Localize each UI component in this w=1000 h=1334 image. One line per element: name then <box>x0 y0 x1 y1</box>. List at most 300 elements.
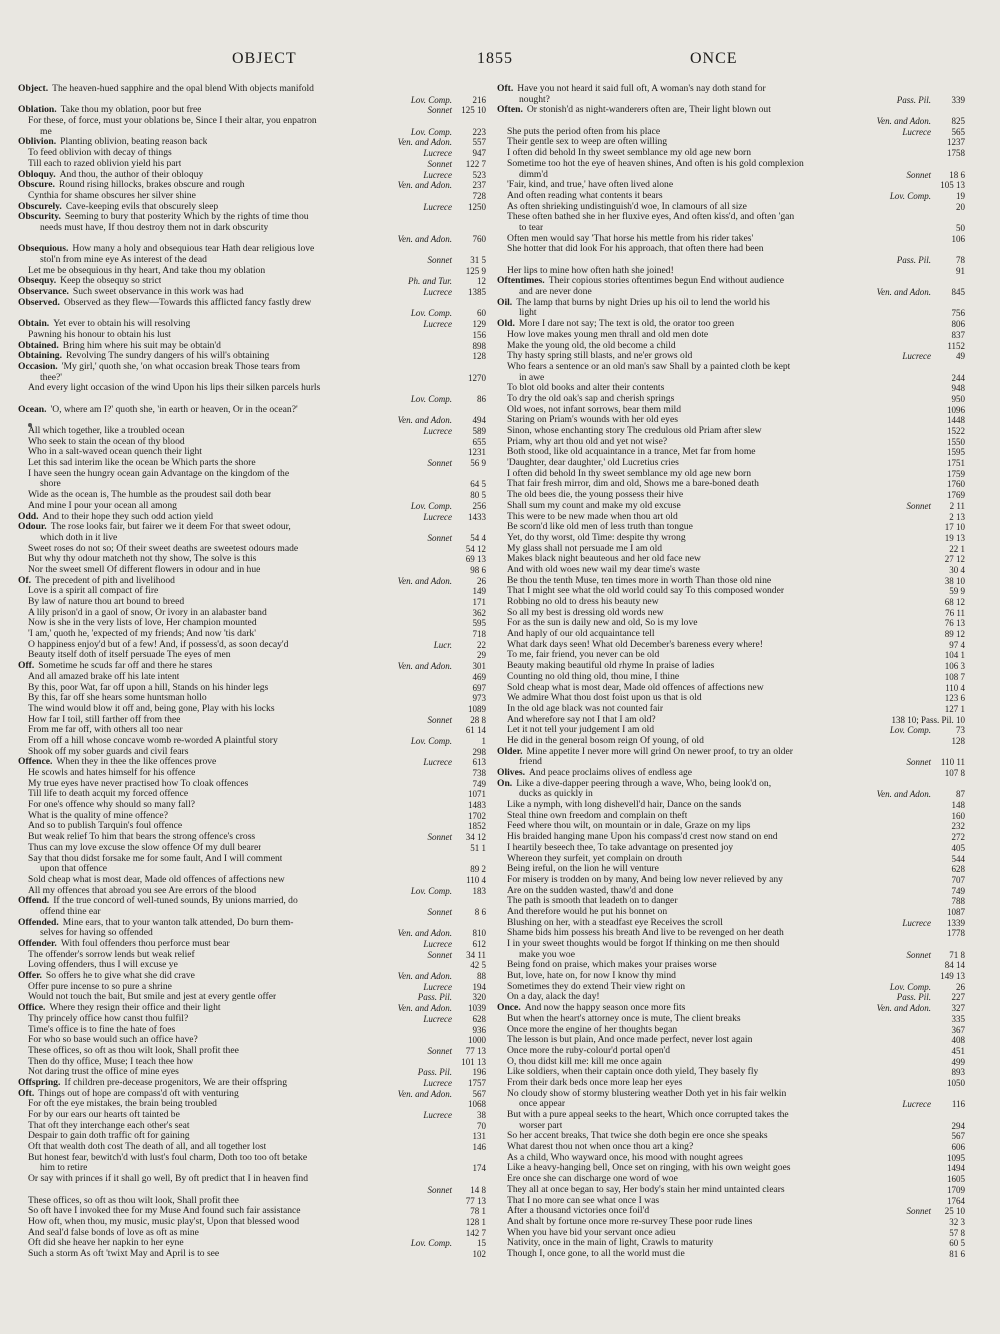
headword: Odd. <box>18 511 39 522</box>
line-number: 77 13 <box>465 1195 486 1206</box>
quotation: friend <box>519 757 542 768</box>
quotation: Are on the sudden wasted, thaw'd and done <box>507 885 674 896</box>
citation-line <box>497 586 965 597</box>
source-work: Sonnet <box>427 906 452 917</box>
line-number: 837 <box>951 329 965 340</box>
quotation: selves for having so offended <box>40 928 153 939</box>
quotation: to tear <box>519 222 544 233</box>
line-number: 320 <box>472 992 486 1003</box>
line-number: 156 <box>472 329 486 340</box>
quotation: To blot old books and alter their contents <box>507 383 665 394</box>
citation-text <box>507 704 663 715</box>
headword-entry <box>18 971 486 982</box>
citation-text <box>519 287 592 298</box>
quotation: That oft they interchange each other's seat <box>28 1120 190 1131</box>
quotation: Oft that wealth doth cost The death of all, and all together lost <box>28 1142 267 1153</box>
quotation: So oft have I invoked thee for my Muse And found such fair assistance <box>28 1206 301 1217</box>
reference <box>934 1174 965 1185</box>
source-work: Lucrece <box>423 426 452 436</box>
citation-text <box>28 383 320 394</box>
quotation: The heaven-hued sapphire and the opal blend With objects manifold <box>52 84 314 94</box>
citation-text <box>40 533 117 544</box>
citation-text <box>18 522 291 533</box>
line-number: 244 <box>951 372 965 383</box>
headword: Once. <box>497 1003 521 1014</box>
quotation: And now the happy season once more fits <box>524 1003 686 1014</box>
citation-line <box>497 426 965 437</box>
citation-text <box>18 319 190 330</box>
quotation: Sometime he scuds far off and there he stares <box>38 661 213 672</box>
source-work: Sonnet <box>427 832 452 843</box>
quotation: For oft the eye mistakes, the brain being troubled <box>28 1099 217 1110</box>
citation-line <box>497 458 965 469</box>
source-work: Lucrece <box>423 981 452 992</box>
reference <box>874 789 965 800</box>
source-work: Ven. and Adon. <box>397 137 452 148</box>
citation-text <box>28 554 256 565</box>
line-number: 31 5 <box>470 255 486 265</box>
citation-line <box>18 490 486 501</box>
citation-text <box>18 341 221 352</box>
quotation: And thou, the author of their obloquy <box>59 169 204 180</box>
line-number: 76 11 <box>945 607 965 618</box>
line-number: 1250 <box>468 201 486 212</box>
reference <box>455 864 486 875</box>
citation-text <box>28 586 158 597</box>
citation-text <box>507 533 686 544</box>
citation-line <box>497 683 965 694</box>
citation-line <box>18 693 486 704</box>
citation-line <box>18 447 486 458</box>
line-number: 106 <box>951 233 965 244</box>
quotation: Cave-keeping evils that obscurely sleep <box>65 201 219 212</box>
line-number: 567 <box>951 1131 965 1142</box>
headword-entry <box>18 105 486 116</box>
reference <box>934 618 965 629</box>
quotation: With foul offenders thou perforce must bear <box>60 939 230 949</box>
citation-line <box>497 544 965 555</box>
line-number: 362 <box>472 607 486 618</box>
reference <box>425 715 487 726</box>
citation-text <box>507 907 667 918</box>
quotation: I often did behold In thy sweet semblance my old age new born <box>507 148 752 159</box>
reference <box>395 137 486 148</box>
quotation: which doth in it live <box>40 532 118 543</box>
citation-text <box>507 928 784 939</box>
line-number: 973 <box>472 693 486 704</box>
line-number: 1087 <box>947 906 965 917</box>
citation-text <box>507 1057 662 1068</box>
reference <box>415 992 486 1003</box>
quotation: I heartily beseech thee, To take advantage on presented joy <box>507 842 734 853</box>
citation-text <box>28 982 172 993</box>
quotation: Be scorn'd like old men of less truth than tongue <box>507 522 693 533</box>
citation-line <box>497 223 965 234</box>
line-number: 59 9 <box>949 586 965 597</box>
headword-entry <box>497 84 965 95</box>
line-number: 707 <box>951 874 965 885</box>
quotation: The path is smooth that leadeth on to danger <box>507 896 678 907</box>
citation-text <box>18 351 269 362</box>
quotation: Or stonish'd as night-wanderers often are, Their light blown out <box>526 105 771 116</box>
citation-text <box>507 939 779 950</box>
citation-text <box>28 747 189 758</box>
citation-line <box>497 533 965 544</box>
right-column <box>497 84 965 1260</box>
line-number: 54 4 <box>470 532 486 543</box>
quotation: Both stood, like old acquaintance in a trance, Met far from home <box>507 447 756 458</box>
quotation: If children pre-decease progenitors, We are their offspring <box>64 1077 288 1088</box>
citation-text <box>28 501 177 512</box>
quotation: How many a holy and obsequious tear Hath dear religious love <box>72 244 315 255</box>
line-number: 128 <box>472 351 486 362</box>
line-number: 898 <box>472 340 486 351</box>
citation-line <box>497 992 965 1003</box>
citation-text <box>40 928 153 939</box>
citation-line <box>18 843 486 854</box>
reference <box>455 1163 486 1174</box>
quotation: My true eyes have never practised how To cloak offences <box>28 778 249 789</box>
headword: Often. <box>497 105 523 116</box>
citation-line <box>18 1099 486 1110</box>
reference <box>894 992 965 1003</box>
quotation: That I no more can see what once I was <box>507 1195 660 1206</box>
citation-line <box>497 854 965 865</box>
citation-line <box>497 1196 965 1207</box>
citation-line <box>18 864 486 875</box>
line-number: 110 11 <box>940 757 965 768</box>
source-work: Lov. Comp. <box>410 393 452 404</box>
line-number: 1778 <box>947 928 965 939</box>
citation-text <box>28 1110 180 1121</box>
citation-line <box>497 757 965 768</box>
citation-text <box>18 918 294 929</box>
citation-text <box>28 469 289 480</box>
reference <box>455 672 486 683</box>
line-number: 1339 <box>947 917 965 928</box>
headword-entry <box>18 576 486 587</box>
reference <box>934 629 965 640</box>
citation-line <box>18 1035 486 1046</box>
citation-line <box>18 928 486 939</box>
reference <box>934 383 965 394</box>
line-number: 80 5 <box>470 490 486 501</box>
citation-text <box>519 223 543 234</box>
quotation: Who in a salt-waved ocean quench their light <box>28 447 202 458</box>
line-number: 101 13 <box>461 1056 486 1067</box>
quotation: Offer pure incense to so pure a shrine <box>28 981 172 992</box>
citation-text <box>507 693 702 704</box>
reference <box>934 1014 965 1025</box>
line-number: 613 <box>472 757 486 768</box>
citation-text <box>507 576 771 587</box>
citation-line <box>497 1035 965 1046</box>
line-number: 89 2 <box>470 864 486 875</box>
line-number: 38 <box>477 1110 486 1120</box>
citation-text <box>519 789 593 800</box>
reference <box>934 565 965 576</box>
citation-text <box>507 1196 659 1207</box>
reference <box>455 437 486 448</box>
citation-text <box>28 854 282 865</box>
line-number: 1709 <box>947 1184 965 1195</box>
reference <box>455 554 486 565</box>
line-number: 102 <box>472 1248 486 1259</box>
reference <box>894 255 965 266</box>
citation-line <box>18 768 486 779</box>
line-number: 171 <box>472 597 486 607</box>
citation-line <box>497 918 965 929</box>
reference <box>934 223 965 234</box>
citation-text <box>507 1014 741 1025</box>
headword: Obscurely. <box>18 201 62 212</box>
citation-line <box>497 341 965 352</box>
citation-text <box>507 458 679 469</box>
reference <box>934 586 965 597</box>
citation-text <box>519 757 542 768</box>
citation-text <box>507 522 693 533</box>
citation-line <box>497 447 965 458</box>
reference <box>887 982 965 993</box>
left-column <box>18 84 486 1260</box>
reference <box>455 373 486 384</box>
quotation: When you have bid your servant once adieu <box>507 1227 676 1238</box>
source-work: Lucr. <box>433 639 452 650</box>
citation-line <box>18 811 486 822</box>
citation-text <box>28 672 179 683</box>
reference <box>934 693 965 704</box>
reference <box>934 960 965 971</box>
citation-line <box>18 1110 486 1121</box>
citation-text <box>507 811 687 822</box>
quotation: He did in the general bosom reign Of young, of old <box>507 735 704 746</box>
quotation: Let this sad interim like the ocean be Which parts the shore <box>28 458 256 469</box>
reference <box>408 886 486 897</box>
citation-text <box>507 608 664 619</box>
source-work: Ven. and Adon. <box>397 575 452 586</box>
citation-text <box>507 1174 678 1185</box>
quotation: For who so base would such an office have? <box>28 1035 198 1046</box>
headword-entry <box>18 918 486 929</box>
reference <box>934 447 965 458</box>
citation-text <box>507 405 681 416</box>
citation-text <box>507 437 667 448</box>
source-work: Lov. Comp. <box>410 1238 452 1249</box>
citation-text <box>40 255 207 266</box>
line-number: 335 <box>951 1013 965 1024</box>
line-number: 42 5 <box>470 960 486 971</box>
citation-text <box>40 864 107 875</box>
citation-text <box>18 1078 287 1089</box>
line-number: 70 <box>477 1120 486 1131</box>
reference <box>934 576 965 587</box>
citation-line <box>497 789 965 800</box>
line-number: 728 <box>472 190 486 201</box>
line-number: 950 <box>951 393 965 404</box>
headword: Olives. <box>497 768 525 778</box>
citation-text <box>28 768 195 779</box>
citation-line <box>497 886 965 897</box>
quotation: From off a hill whose concave womb re-worded A plaintful story <box>28 735 278 746</box>
line-number: 26 <box>956 981 965 992</box>
line-number: 49 <box>956 351 965 362</box>
quotation: Have you not heard it said full oft, A woman's nay doth stand for <box>517 84 766 94</box>
citation-text <box>28 490 271 501</box>
line-number: 523 <box>472 169 486 180</box>
quotation: So her accent breaks, That twice she doth begin ere once she speaks <box>507 1131 768 1142</box>
citation-text <box>507 918 723 929</box>
citation-line <box>497 95 965 106</box>
quotation: Being ireful, on the lion he will venture <box>507 864 659 875</box>
quotation: Where they resign their office and their light <box>49 1003 221 1014</box>
line-number: 367 <box>951 1024 965 1035</box>
line-number: 128 1 <box>465 1216 486 1227</box>
citation-text <box>507 1217 752 1228</box>
line-number: 86 <box>477 393 486 404</box>
citation-line <box>18 415 486 426</box>
quotation: She hotter that did look For his approach, that often there had been <box>507 244 764 255</box>
citation-text <box>28 426 185 437</box>
line-number: 1494 <box>947 1163 965 1174</box>
quotation: And haply of our old acquaintance tell <box>507 629 655 640</box>
line-number: 1 <box>481 735 486 746</box>
citation-text <box>507 597 659 608</box>
citation-text <box>18 244 314 255</box>
citation-line <box>18 394 486 405</box>
reference <box>934 1217 965 1228</box>
headword: Office. <box>18 1003 46 1014</box>
quotation: Like a nymph, with long dishevell'd hair, Dance on the sands <box>507 800 742 811</box>
headword-entry <box>18 170 486 181</box>
reference <box>934 672 965 683</box>
citation-text <box>497 768 692 779</box>
line-number: 73 <box>956 725 965 736</box>
line-number: 756 <box>951 308 965 319</box>
line-number: 499 <box>951 1056 965 1067</box>
headword-entry <box>18 351 486 362</box>
quotation: Old woes, not infant sorrows, bear them mild <box>507 404 681 415</box>
citation-text <box>28 1046 239 1057</box>
line-number: 494 <box>472 415 486 426</box>
quotation: The offender's sorrow lends but weak relief <box>28 949 195 960</box>
line-number: 327 <box>951 1003 965 1014</box>
reference <box>395 415 486 426</box>
citation-text <box>507 212 794 223</box>
reference <box>904 1206 966 1217</box>
citation-text <box>28 715 180 726</box>
line-number: 34 12 <box>465 832 486 843</box>
line-number: 125 10 <box>461 105 486 116</box>
line-number: 845 <box>951 287 965 298</box>
quotation: Whereon they surfeit, yet complain on drouth <box>507 853 683 864</box>
line-number: 106 3 <box>944 661 965 672</box>
reference <box>934 319 965 330</box>
reference <box>455 1142 486 1153</box>
line-number: 78 1 <box>470 1206 486 1217</box>
reference <box>934 415 965 426</box>
quotation: Blushing on her, with a steadfast eye Receives the scroll <box>507 917 723 928</box>
citation-line <box>18 747 486 758</box>
citation-line <box>18 1131 486 1142</box>
citation-text <box>28 116 317 127</box>
reference <box>455 693 486 704</box>
source-work: Pass. Pil. <box>417 1067 452 1078</box>
line-number: 1000 <box>468 1035 486 1046</box>
line-number: 298 <box>472 746 486 757</box>
headword-entry <box>18 202 486 213</box>
line-number: 89 12 <box>944 629 965 640</box>
quotation: worser part <box>519 1120 563 1131</box>
headword-entry <box>18 757 486 768</box>
line-number: 1448 <box>947 415 965 426</box>
line-number: 194 <box>472 981 486 992</box>
quotation: Then do thy office, Muse; I teach thee how <box>28 1056 194 1067</box>
headword: Oft. <box>18 1088 35 1099</box>
citation-line <box>18 650 486 661</box>
headword-entry <box>18 512 486 523</box>
citation-text <box>18 287 244 298</box>
citation-line <box>497 1174 965 1185</box>
quotation: These offices, so oft as thou wilt look, Shall profit thee <box>28 1195 239 1206</box>
line-number: 1385 <box>468 287 486 298</box>
citation-text <box>18 276 161 287</box>
citation-line <box>18 715 486 726</box>
citation-line <box>497 1121 965 1132</box>
citation-text <box>507 650 659 661</box>
quotation: nought? <box>519 94 550 105</box>
citation-text <box>497 105 771 116</box>
citation-text <box>497 84 766 95</box>
citation-text <box>28 950 195 961</box>
reference <box>420 757 486 768</box>
citation-text <box>507 1249 685 1260</box>
citation-text <box>497 319 734 330</box>
citation-text <box>28 330 171 341</box>
headword-entry <box>18 896 486 907</box>
line-number: 17 10 <box>944 522 965 533</box>
reference <box>934 608 965 619</box>
quotation: Their gentle sex to weep are often willing <box>507 137 668 148</box>
reference <box>934 1035 965 1046</box>
reference <box>455 597 486 608</box>
quotation: make you woe <box>519 949 575 960</box>
line-number: 749 <box>951 885 965 896</box>
citation-text <box>507 383 664 394</box>
citation-line <box>18 479 486 490</box>
reference <box>395 1089 486 1100</box>
headword: Offended. <box>18 917 59 928</box>
citation-text <box>507 469 751 480</box>
citation-text <box>507 1035 752 1046</box>
citation-text <box>507 1228 676 1239</box>
citation-text <box>18 939 230 950</box>
citation-line <box>18 1185 486 1196</box>
reference <box>934 533 965 544</box>
line-number: 110 4 <box>945 682 965 693</box>
line-number: 1550 <box>947 436 965 447</box>
reference <box>455 1025 486 1036</box>
citation-text <box>507 234 753 245</box>
line-number: 1039 <box>468 1003 486 1014</box>
citation-text <box>507 447 756 458</box>
citation-text <box>507 362 790 373</box>
quotation: him to retire <box>40 1163 88 1174</box>
citation-line <box>18 982 486 993</box>
headword-entry <box>18 276 486 287</box>
source-work: Lov. Comp. <box>410 308 452 319</box>
line-number: 51 1 <box>470 842 486 853</box>
line-number: 78 <box>956 255 965 265</box>
